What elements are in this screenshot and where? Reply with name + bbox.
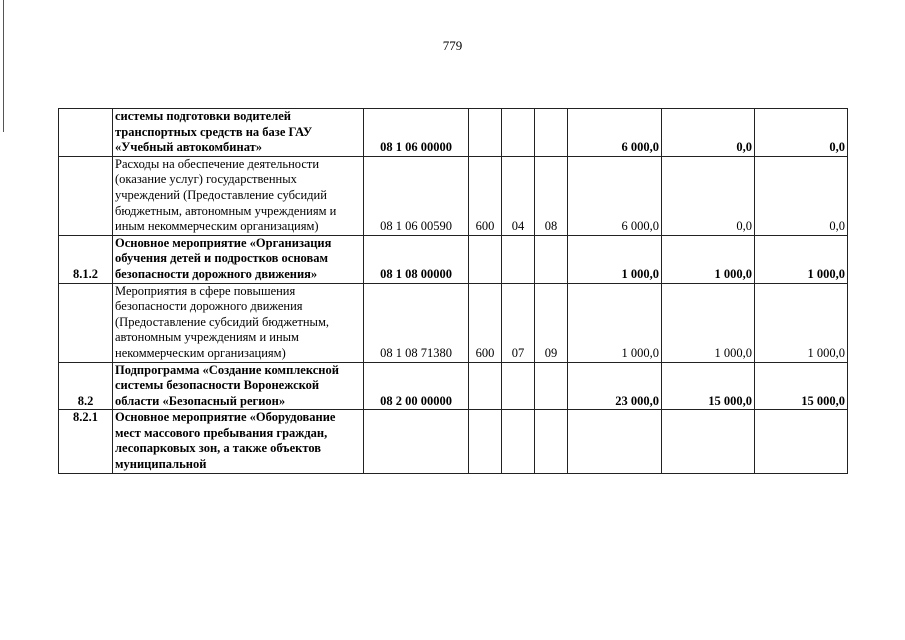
row-description: Подпрограмма «Создание комплексной системы безопасности Воронежской области «Безопасный регион» bbox=[113, 362, 364, 410]
amount-year-1: 6 000,0 bbox=[568, 109, 662, 157]
amount-year-3: 1 000,0 bbox=[755, 235, 848, 283]
amount-year-2: 15 000,0 bbox=[662, 362, 755, 410]
table-row bbox=[59, 109, 848, 157]
budget-code: 08 1 06 00590 bbox=[364, 156, 469, 235]
table-row bbox=[59, 283, 848, 362]
section: 07 bbox=[502, 283, 535, 362]
budget-code: 08 1 08 71380 bbox=[364, 283, 469, 362]
row-number: 8.2.1 bbox=[59, 410, 113, 473]
expense-group bbox=[469, 109, 502, 157]
budget-table bbox=[58, 108, 848, 474]
expense-group: 600 bbox=[469, 156, 502, 235]
row-number: 8.1.2 bbox=[59, 235, 113, 283]
budget-code bbox=[364, 410, 469, 473]
budget-code: 08 2 00 00000 bbox=[364, 362, 469, 410]
row-description: Мероприятия в сфере повышения безопасности дорожного движения (Предоставление субсидий бюджетным, автономным учреждениям и иным некоммерческим организациям) bbox=[113, 283, 364, 362]
amount-year-1: 6 000,0 bbox=[568, 156, 662, 235]
expense-group bbox=[469, 235, 502, 283]
budget-code: 08 1 06 00000 bbox=[364, 109, 469, 157]
amount-year-2: 0,0 bbox=[662, 156, 755, 235]
row-number bbox=[59, 283, 113, 362]
amount-year-1: 1 000,0 bbox=[568, 235, 662, 283]
page-number: 779 bbox=[442, 38, 463, 53]
amount-year-2: 0,0 bbox=[662, 109, 755, 157]
amount-year-3: 15 000,0 bbox=[755, 362, 848, 410]
section bbox=[502, 410, 535, 473]
amount-year-1: 1 000,0 bbox=[568, 283, 662, 362]
subsection: 09 bbox=[535, 283, 568, 362]
amount-year-2 bbox=[662, 410, 755, 473]
amount-year-3: 0,0 bbox=[755, 109, 848, 157]
subsection: 08 bbox=[535, 156, 568, 235]
amount-year-3 bbox=[755, 410, 848, 473]
subsection bbox=[535, 362, 568, 410]
section bbox=[502, 362, 535, 410]
amount-year-1 bbox=[568, 410, 662, 473]
expense-group bbox=[469, 410, 502, 473]
section: 04 bbox=[502, 156, 535, 235]
row-number: 8.2 bbox=[59, 362, 113, 410]
margin-line bbox=[3, 0, 4, 132]
amount-year-1: 23 000,0 bbox=[568, 362, 662, 410]
expense-group bbox=[469, 362, 502, 410]
amount-year-2: 1 000,0 bbox=[662, 283, 755, 362]
subsection bbox=[535, 410, 568, 473]
amount-year-3: 1 000,0 bbox=[755, 283, 848, 362]
table-row bbox=[59, 362, 848, 410]
table-row bbox=[59, 410, 848, 473]
section bbox=[502, 109, 535, 157]
row-description: Расходы на обеспечение деятельности (оказание услуг) государственных учреждений (Предоставление субсидий бюджетным, автономным учреждениям и иным некоммерческим организациям) bbox=[113, 156, 364, 235]
subsection bbox=[535, 235, 568, 283]
row-description: Основное мероприятие «Организация обучения детей и подростков основам безопасности дорожного движения» bbox=[113, 235, 364, 283]
budget-code: 08 1 08 00000 bbox=[364, 235, 469, 283]
section bbox=[502, 235, 535, 283]
table-row bbox=[59, 156, 848, 235]
amount-year-3: 0,0 bbox=[755, 156, 848, 235]
row-number bbox=[59, 109, 113, 157]
table-row bbox=[59, 235, 848, 283]
amount-year-2: 1 000,0 bbox=[662, 235, 755, 283]
row-description: Основное мероприятие «Оборудование мест массового пребывания граждан, лесопарковых зон, а также объектов муниципальной bbox=[113, 410, 364, 473]
expense-group: 600 bbox=[469, 283, 502, 362]
subsection bbox=[535, 109, 568, 157]
row-description: системы подготовки водителей транспортных средств на базе ГАУ «Учебный автокомбинат» bbox=[113, 109, 364, 157]
row-number bbox=[59, 156, 113, 235]
